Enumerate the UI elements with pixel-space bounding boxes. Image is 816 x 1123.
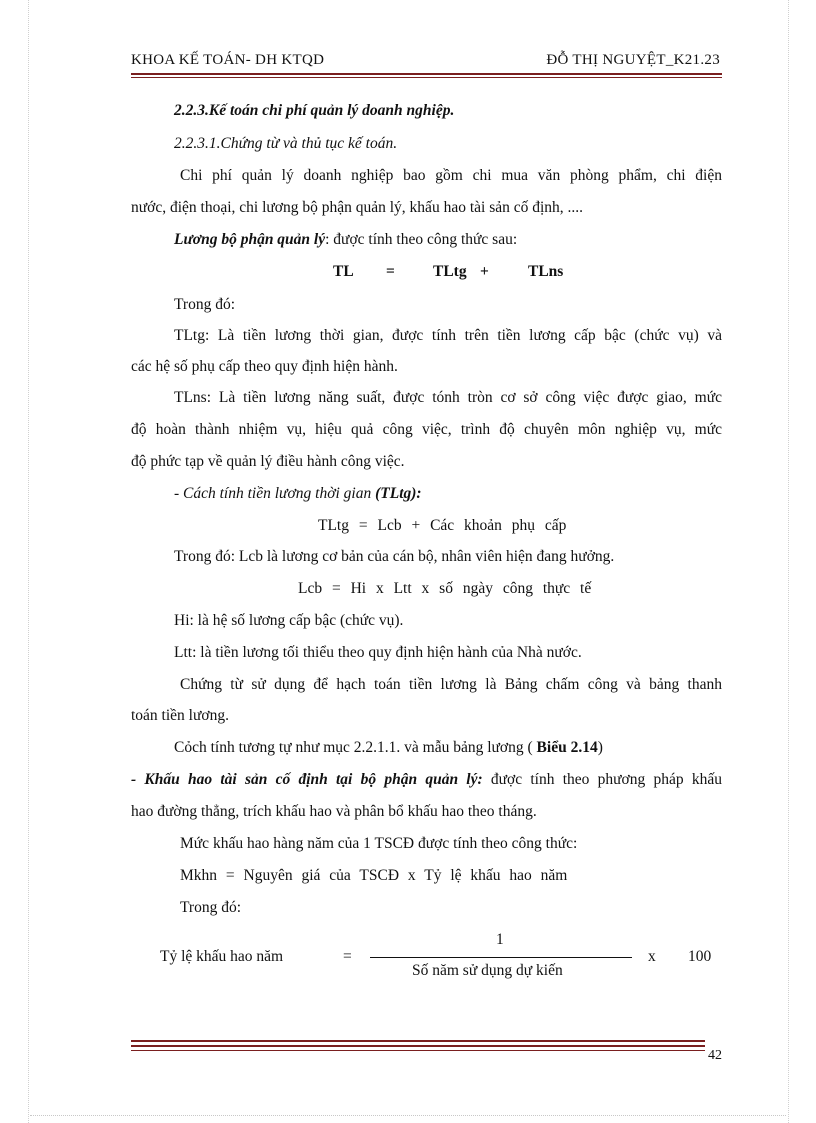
form-reference: Biểu 2.14 — [532, 739, 598, 756]
ratio-times: x — [648, 948, 656, 965]
footer-rule-middle — [131, 1045, 705, 1047]
form-reference-close: ) — [597, 739, 603, 756]
formula-tl-lhs: TL — [333, 263, 354, 280]
footer-rule-bottom — [131, 1050, 705, 1051]
where-label: Trong đó: — [174, 296, 236, 313]
method-heading — [174, 485, 422, 503]
fraction-bar — [370, 957, 632, 958]
header-rule-bottom — [131, 77, 722, 78]
paragraph-line: Chi phí quản lý doanh nghiệp bao gồm chi mua văn phòng phẩm, chi điện — [180, 167, 722, 184]
subsection-heading: 2.2.3.1.Chứng từ và thủ tục kế toán. — [174, 135, 398, 152]
page-number: 42 — [708, 1048, 722, 1063]
formula-tl-plus: + — [480, 263, 489, 280]
paragraph-line: Chứng từ sử dụng để hạch toán tiền lương là Bảng chấm công và bảng thanh — [180, 676, 722, 693]
paragraph-line — [131, 771, 722, 789]
paragraph-line: toán tiền lương. — [131, 707, 229, 724]
similar-method-text: Cỏch tính tương tự như mục 2.2.1.1. và mẫu bảng lương ( — [174, 739, 533, 756]
formula-tltg: TLtg = Lcb + Các khoản phụ cấp — [318, 517, 567, 534]
formula-lcb: Lcb = Hi x Ltt x số ngày công thực tế — [298, 580, 592, 597]
page-edge-right — [788, 0, 789, 1123]
header-faculty: KHOA KẾ TOÁN- DH KTQD — [131, 52, 325, 68]
method-heading-text: - Cách tính tiền lương thời gian — [174, 485, 376, 502]
paragraph-line: nước, điện thoại, chi lương bộ phận quản lý, khấu hao tài sản cố định, .... — [131, 199, 584, 216]
paragraph-line: hao đường thẳng, trích khấu hao và phân bổ khấu hao theo tháng. — [131, 803, 537, 820]
page-edge-left — [28, 0, 29, 1123]
section-heading: 2.2.3.Kế toán chi phí quản lý doanh nghiệp. — [174, 102, 455, 119]
depreciation-text: được tính theo phương pháp khấu — [482, 771, 722, 788]
paragraph-line: Mức khấu hao hàng năm của 1 TSCĐ được tính theo công thức: — [180, 835, 578, 852]
salary-label: Lương bộ phận quản lý — [174, 231, 326, 248]
salary-text: : được tính theo công thức sau: — [325, 231, 518, 248]
header-rule-top — [131, 73, 722, 75]
ratio-numerator: 1 — [496, 931, 504, 948]
method-heading-abbr: (TLtg): — [375, 485, 422, 502]
ratio-denominator: Số năm sử dụng dự kiến — [412, 962, 563, 979]
paragraph-line: độ phức tạp về quản lý điều hành công việc. — [131, 453, 405, 470]
salary-intro — [174, 231, 517, 249]
page-edge-bottom — [30, 1115, 786, 1116]
depreciation-label: - Khấu hao tài sản cố định tại bộ phận quản lý: — [131, 771, 483, 788]
ratio-eq: = — [343, 948, 352, 965]
formula-mkhn: Mkhn = Nguyên giá của TSCĐ x Tỷ lệ khấu hao năm — [180, 867, 568, 884]
formula-tl-term2: TLns — [528, 263, 564, 280]
paragraph-line: Trong đó: Lcb là lương cơ bản của cán bộ, nhân viên hiện đang hưởng. — [174, 548, 615, 565]
formula-tl-term1: TLtg — [433, 263, 467, 280]
paragraph-line: TLns: Là tiền lương năng suất, được tónh tròn cơ sở công việc được giao, mức — [174, 389, 722, 406]
paragraph-line: TLtg: Là tiền lương thời gian, được tính trên tiền lương cấp bậc (chức vụ) và — [174, 327, 722, 344]
paragraph-line: Ltt: là tiền lương tối thiểu theo quy định hiện hành của Nhà nước. — [174, 644, 582, 661]
formula-tl-eq: = — [386, 263, 395, 280]
where-label: Trong đó: — [180, 899, 242, 916]
ratio-factor: 100 — [688, 948, 712, 965]
paragraph-line — [174, 739, 603, 757]
paragraph-line: độ hoàn thành nhiệm vụ, hiệu quả công việc, trình độ chuyên môn nghiệp vụ, mức — [131, 421, 722, 438]
header-author: ĐỖ THỊ NGUYỆT_K21.23 — [546, 52, 720, 68]
footer-rule-top — [131, 1040, 705, 1042]
paragraph-line: các hệ số phụ cấp theo quy định hiện hành. — [131, 358, 398, 375]
ratio-lhs: Tỷ lệ khấu hao năm — [160, 948, 284, 965]
paragraph-line: Hi: là hệ số lương cấp bậc (chức vụ). — [174, 612, 404, 629]
